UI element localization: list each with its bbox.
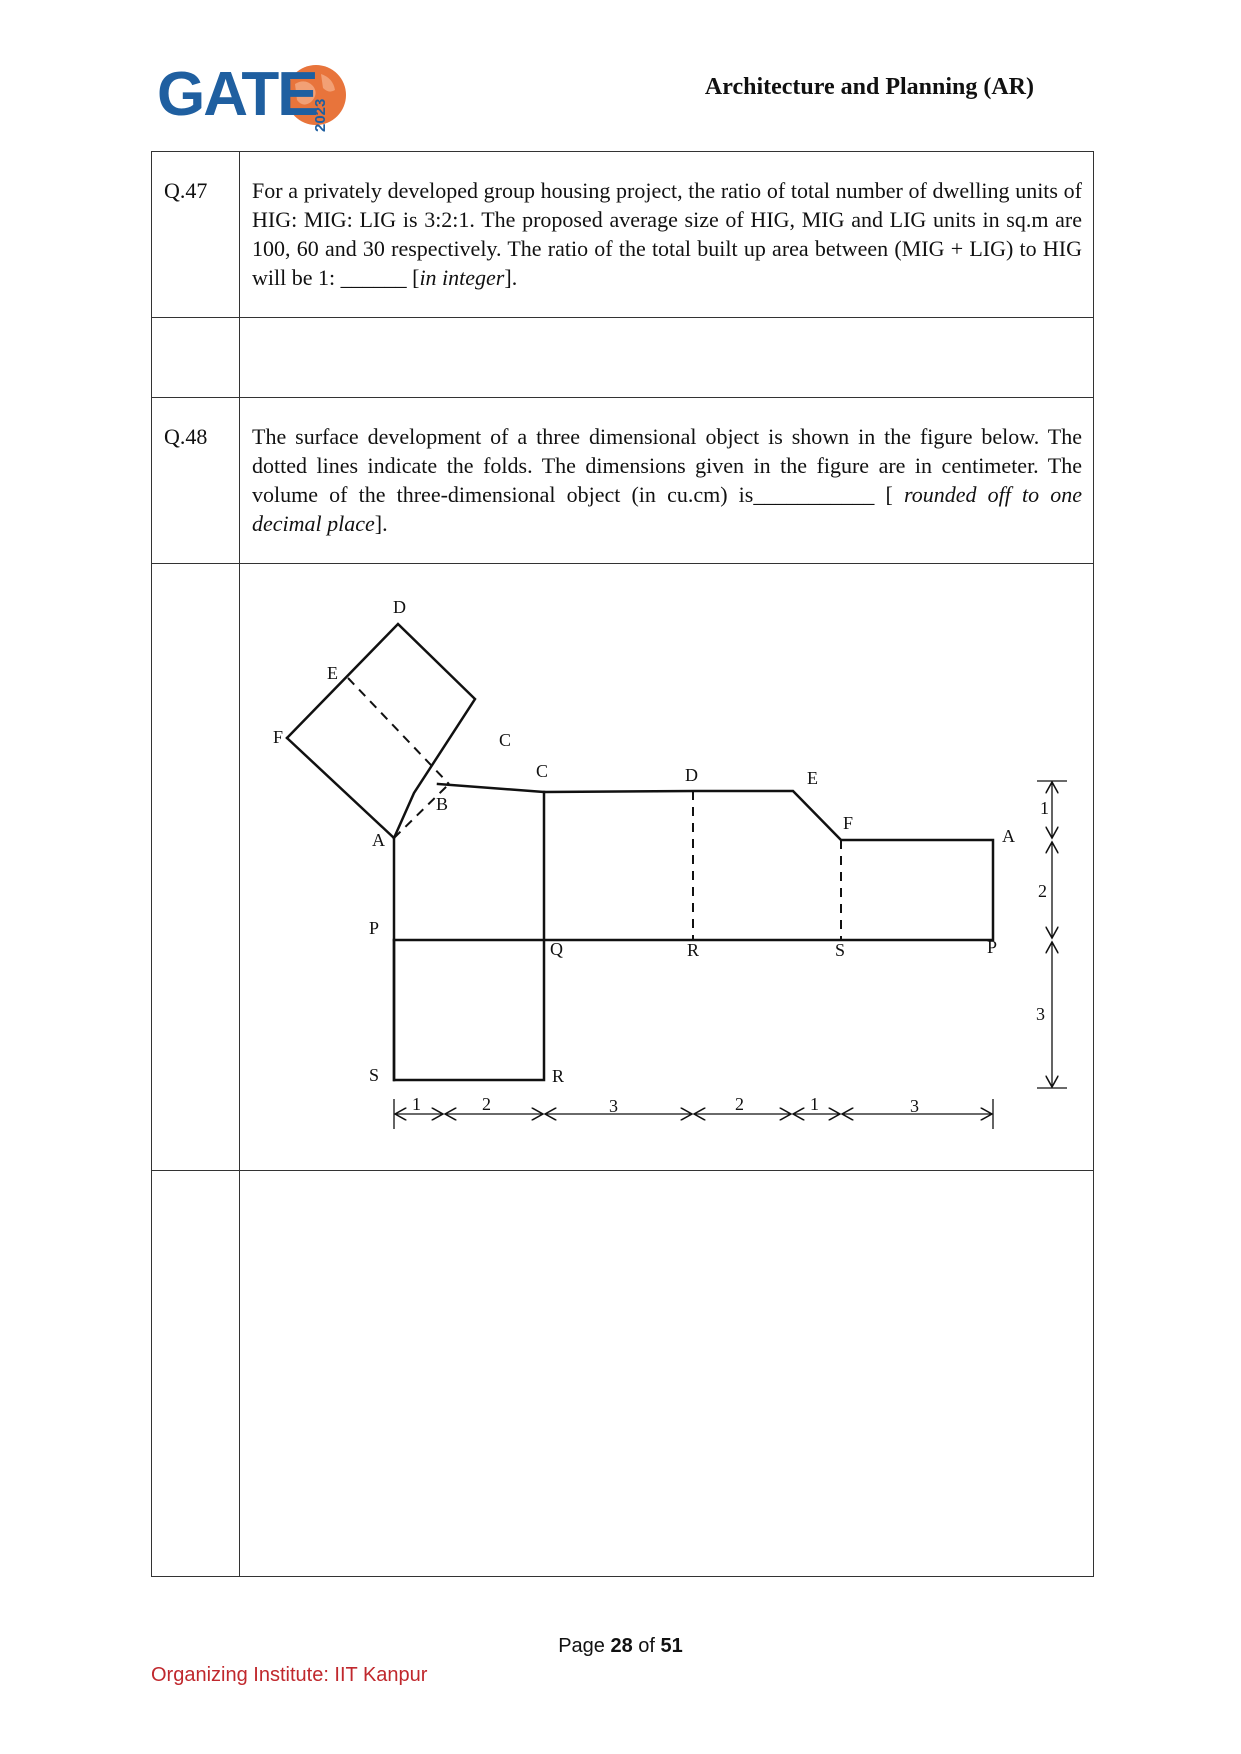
dimension-label: 2 [482, 1094, 491, 1114]
figure-row-48 [152, 564, 1094, 1171]
question-number: Q.48 [164, 424, 208, 449]
question-text-end: ]. [504, 265, 518, 290]
vertex-label: P [369, 918, 380, 938]
question-text-main: For a privately developed group housing project, the ratio of total number of dwelling units of HIG: MIG: LIG is 3:2:1. The proposed average size of HIG, MIG and LIG units in sq.m are 100, 60 and 30 respectively. The ratio of the total built up area between (MIG + LIG) to HIG will be 1: ______ [ [252, 178, 1082, 290]
dimension-label: 1 [1040, 798, 1049, 818]
dimension-label: 2 [735, 1094, 744, 1114]
dimension-label: 3 [1036, 1004, 1045, 1024]
vertex-label: B [436, 794, 449, 814]
vertex-label: F [843, 813, 854, 833]
dimension-label: 1 [810, 1094, 819, 1114]
vertex-label: A [1002, 826, 1015, 846]
question-text-italic: rounded off to one decimal place [252, 482, 1082, 536]
vertex-label: R [552, 1066, 565, 1086]
dimension-label: 3 [609, 1096, 618, 1116]
question-text-main: The surface development of a three dimensional object is shown in the figure below. The dotted lines indicate the folds. The dimensions given in the figure are in centimeter. The volume of the three-dimensional object (in cu.cm) is___________ [ [252, 424, 1082, 507]
vertex-label: D [393, 597, 406, 617]
vertex-label: E [327, 663, 338, 683]
vertex-label: S [835, 940, 846, 960]
vertex-label: E [807, 768, 818, 788]
question-row-47 [152, 152, 1094, 318]
vertex-label: R [687, 940, 700, 960]
vertex-label: Q [550, 939, 563, 959]
vertex-label: S [369, 1065, 380, 1085]
question-text [240, 398, 1093, 538]
net-diagram [240, 564, 1095, 1170]
page-prefix: Page [558, 1635, 605, 1657]
answer-row-48 [152, 1171, 1094, 1577]
surface-development-figure [240, 564, 1093, 1170]
vertex-label: C [536, 761, 549, 781]
page-of: of [638, 1635, 655, 1657]
answer-row-47 [152, 318, 1094, 398]
logo-text: GATE [157, 60, 317, 129]
vertex-label: P [987, 937, 998, 957]
dimension-label: 1 [412, 1094, 421, 1114]
question-text-italic: in integer [419, 265, 505, 290]
question-text-end: ]. [374, 511, 388, 536]
page-current: 28 [610, 1635, 633, 1657]
organizer-text: Organizing Institute: IIT Kanpur [151, 1664, 428, 1686]
page-number [0, 1635, 1241, 1658]
vertex-label: A [372, 830, 385, 850]
question-text [240, 152, 1093, 292]
question-number: Q.47 [164, 178, 208, 203]
question-row-48 [152, 398, 1094, 564]
page-total: 51 [660, 1635, 683, 1657]
logo-year: 2023 [312, 98, 329, 132]
vertex-label: D [685, 765, 698, 785]
header-subject: Architecture and Planning (AR) [704, 74, 1034, 100]
vertex-label: C [499, 730, 512, 750]
dimension-label: 3 [910, 1096, 919, 1116]
gate-logo [157, 62, 357, 142]
dimension-label: 2 [1038, 881, 1047, 901]
question-table [151, 151, 1094, 1577]
vertex-label: F [273, 727, 284, 747]
